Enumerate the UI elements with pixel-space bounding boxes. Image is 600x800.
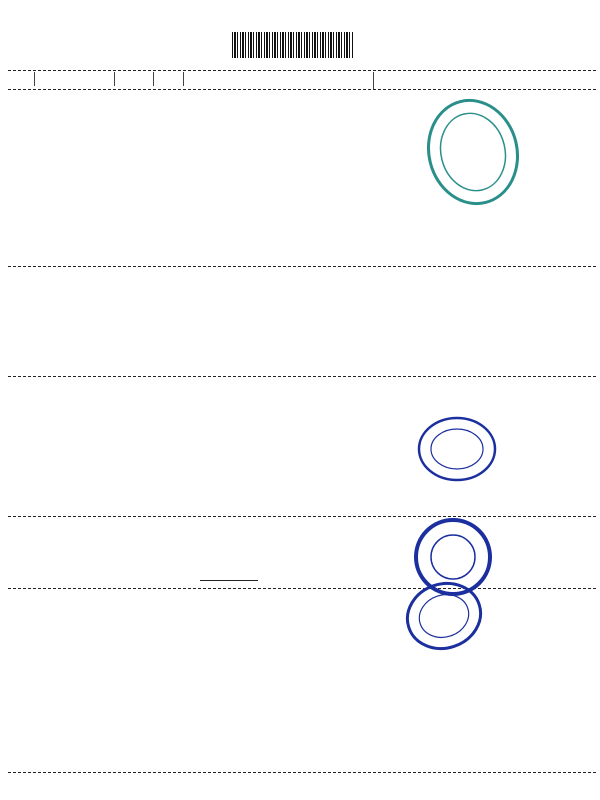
group-rule: [8, 516, 596, 517]
table-row: [0, 594, 600, 604]
group-rule: [8, 376, 596, 377]
col-divider: [34, 72, 35, 86]
table-row: [0, 521, 600, 531]
registrar-stamp: [416, 414, 498, 484]
comptroller-stamp: [418, 92, 528, 212]
page-bottom-rule: [8, 772, 596, 773]
coe-stamp: [370, 262, 540, 352]
col-divider: [373, 72, 374, 90]
header-bottom-rule: [8, 89, 596, 90]
group-rule: [8, 588, 596, 589]
docs-strikeout: [200, 580, 258, 581]
dr-stamp: [404, 580, 484, 652]
header-top-rule: [8, 70, 596, 71]
col-divider: [114, 72, 115, 86]
col-divider: [183, 72, 184, 86]
table-row: [0, 381, 600, 391]
col-divider: [153, 72, 154, 86]
barcode: [232, 32, 354, 58]
